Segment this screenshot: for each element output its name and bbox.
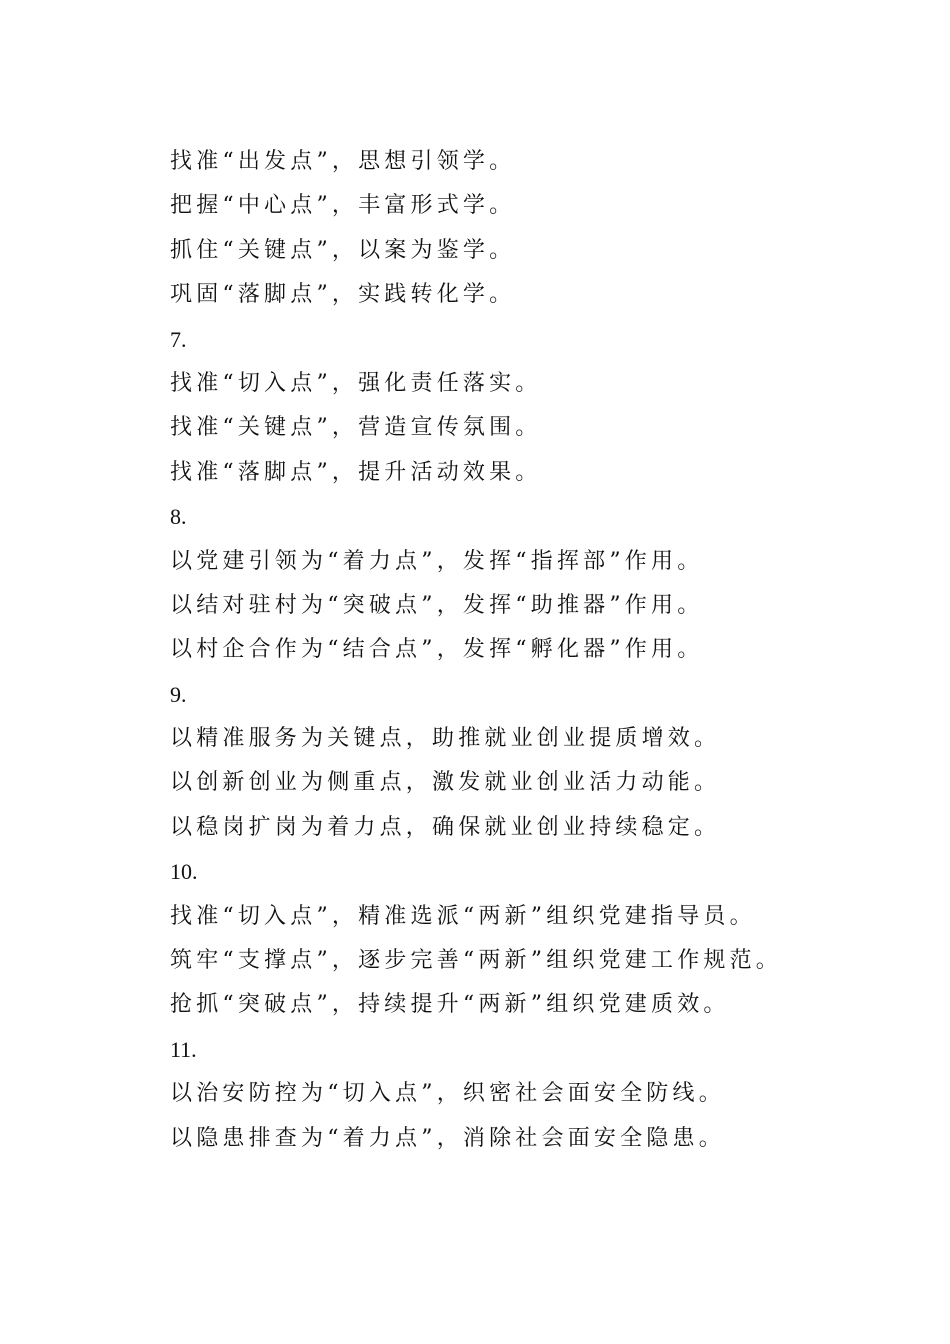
section-number: 9.	[170, 681, 187, 707]
text-line: 找准“切入点”，精准选派“两新”组织党建指导员。	[170, 903, 756, 929]
document-body	[170, 140, 890, 1161]
text-line: 找准“切入点”，强化责任落实。	[170, 370, 542, 396]
text-line: 以党建引领为“着力点”，发挥“指挥部”作用。	[170, 548, 704, 574]
text-line: 以稳岗扩岗为着力点，确保就业创业持续稳定。	[170, 814, 721, 840]
text-line: 找准“关键点”，营造宣传氛围。	[170, 415, 542, 441]
text-line: 以结对驻村为“突破点”，发挥“助推器”作用。	[170, 592, 704, 618]
section-number: 11.	[170, 1036, 197, 1062]
section-number: 7.	[170, 326, 187, 352]
text-line: 找准“出发点”，思想引领学。	[170, 149, 516, 174]
section-number: 8.	[170, 504, 187, 530]
text-line: 筑牢“支撑点”，逐步完善“两新”组织党建工作规范。	[170, 948, 782, 974]
section-number: 10.	[170, 859, 198, 885]
text-line: 把握“中心点”，丰富形式学。	[170, 193, 516, 219]
text-line: 以创新创业为侧重点，激发就业创业活力动能。	[170, 770, 721, 796]
text-line: 抢抓“突破点”，持续提升“两新”组织党建质效。	[170, 992, 730, 1018]
text-line: 以隐患排查为“着力点”，消除社会面安全隐患。	[170, 1125, 725, 1151]
text-line: 以村企合作为“结合点”，发挥“孵化器”作用。	[170, 637, 704, 663]
text-line: 抓住“关键点”，以案为鉴学。	[170, 237, 516, 263]
text-line: 找准“落脚点”，提升活动效果。	[170, 459, 542, 485]
text-line: 巩固“落脚点”，实践转化学。	[170, 282, 516, 308]
text-line: 以治安防控为“切入点”，织密社会面安全防线。	[170, 1081, 725, 1107]
text-line: 以精准服务为关键点，助推就业创业提质增效。	[170, 726, 721, 752]
